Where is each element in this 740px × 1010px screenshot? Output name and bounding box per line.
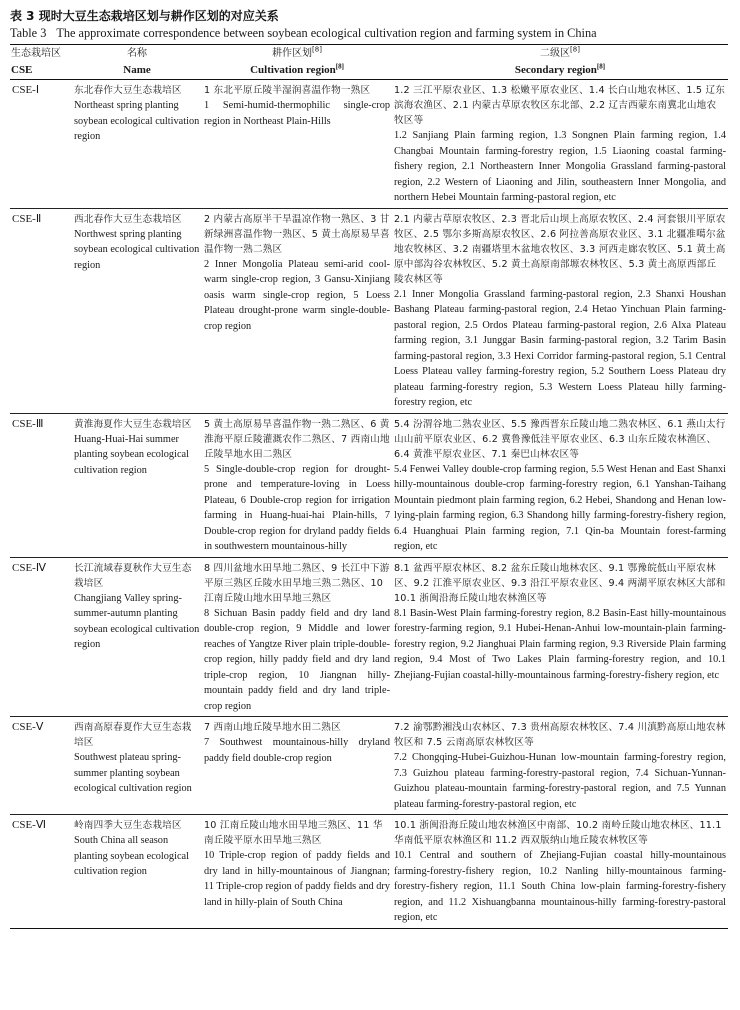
cultivation-zh: 10 江南丘陵山地水田旱地三熟区、11 华南丘陵平原水田旱地三熟区	[204, 820, 383, 846]
cse-cell	[10, 413, 72, 557]
cse-code: CSE-Ⅳ	[12, 561, 46, 574]
name-zh: 西北春作大豆生态栽培区	[74, 213, 182, 225]
cse-code: CSE-Ⅱ	[12, 212, 42, 225]
cultivation-en: 10 Triple-crop region of paddy fields and dry land in hilly-mountainous of Jiangnan; 11 Triple-crop region of paddy fields and dry land in hilly-plain of South China	[204, 850, 390, 908]
secondary-zh: 7.2 渝鄂黔湘浅山农林区、7.3 贵州高原农林牧区、7.4 川滇黔高原山地农林牧区和 7.5 云南高原农林牧区等	[394, 722, 726, 748]
correspondence-table	[10, 44, 728, 929]
name-cell	[72, 557, 202, 717]
cultivation-zh: 2 内蒙古高原半干旱温凉作物一熟区、3 甘新绿洲喜温作物一熟区、5 黄土高原易旱喜温作物一熟二熟区	[204, 213, 390, 255]
table-row	[10, 815, 728, 929]
cultivation-cell	[202, 208, 392, 413]
name-en: Changjiang Valley spring-summer-autumn planting soybean ecological cultivation region	[74, 592, 200, 650]
name-cell	[72, 815, 202, 929]
cultivation-zh: 1 东北平原丘陵半湿润喜温作物一熟区	[204, 85, 371, 96]
secondary-zh: 1.2 三江平原农业区、1.3 松嫩平原农业区、1.4 长白山地农林区、1.5 辽东滨海农渔区、2.1 内蒙古草原农牧区东北部、2.2 辽吉西蒙东南冀北山地农牧区等	[394, 85, 726, 126]
cultivation-en: 2 Inner Mongolia Plateau semi-arid cool-warm single-crop region, 3 Gansu-Xinjiang oasis warm single-crop region, 5 Loess Plateau drought-prone warm single-double-crop region	[204, 258, 390, 332]
header-row-zh	[10, 45, 728, 63]
table-caption-zh: 表 3 现时大豆生态栽培区划与耕作区划的对应关系	[10, 9, 279, 23]
cultivation-zh: 7 西南山地丘陵旱地水田二熟区	[204, 722, 341, 733]
secondary-cell	[392, 815, 728, 929]
header-name-zh: 名称	[72, 45, 202, 63]
cse-cell	[10, 717, 72, 815]
name-cell	[72, 413, 202, 557]
cultivation-cell	[202, 717, 392, 815]
cse-code: CSE-Ⅲ	[12, 417, 44, 430]
name-en: Northwest spring planting soybean ecological cultivation region	[74, 228, 200, 271]
cse-cell	[10, 208, 72, 413]
cultivation-cell	[202, 815, 392, 929]
table-row	[10, 80, 728, 209]
table-row	[10, 413, 728, 557]
header-row-en	[10, 62, 728, 80]
header-cse-zh: 生态栽培区	[10, 45, 72, 63]
cse-code: CSE-Ⅴ	[12, 721, 44, 733]
secondary-en: 10.1 Central and southern of Zhejiang-Fujian coastal hilly-mountainous farming-forestry-fishery region, 10.2 Nanling hilly-mountainous farming-forestry-fishery region, 11.1 South China low-plain farming-forestry-fishery region, and 11.2 Xishuangbanna mountainous-hilly farming-forestry-pastoral region, etc	[394, 850, 726, 923]
header-cultivation-zh: 耕作区划[8]	[202, 45, 392, 63]
name-en: South China all season planting soybean ecological cultivation region	[74, 835, 189, 877]
secondary-cell	[392, 208, 728, 413]
secondary-en: 2.1 Inner Mongolia Grassland farming-pastoral region, 2.3 Shanxi Houshan Bashang Plateau farming-pastoral region, 2.4 Hetao Yinchuan Plain farming-pastoral region, 2.5 Ordos Plateau farming-pastoral region, 2.6 Alxa Plateau farming region, 3.1 Junggar Basin farming-pastoral region, 3.2 Tarim Basin farming-pastoral region, 3.3 Hexi Corridor farming-pastoral region, 5.1 Central Loess Plateau valley farming-forestry region, 5.2 Southern Loess Plateau dry plateau farming-forestry region, 5.3 Western Loess Plateau hilly farming-forestry region, etc	[394, 288, 726, 408]
cse-cell	[10, 80, 72, 209]
secondary-en: 1.2 Sanjiang Plain farming region, 1.3 Songnen Plain farming region, 1.4 Changbai Mountain farming-forestry region, 1.5 Liaoning coastal farming- fishery region, 2.1 Northeastern Inner Mongolia Grassland farming-pastoral region, 2.2 Western of Liaoning and Jilin, southeastern Inner Mongolia, and northern Hebei Mountain farming-pastoral region, etc	[394, 130, 726, 203]
name-cell	[72, 80, 202, 209]
cultivation-cell	[202, 413, 392, 557]
secondary-en: 8.1 Basin-West Plain farming-forestry region, 8.2 Basin-East hilly-mountainous forestry-farming region, 9.1 Hubei-Henan-Anhui low-mountain-plain farming-forestry region, 9.2 Jianghuai Plain farming region, 9.3 Riverside Plain farming region, 9.4 Most of Two Lakes Plain farming-forestry region, and 10.1 Zhejiang-Fujian coastal-hilly-mountainous farming-forestry-fishery region, etc	[394, 607, 726, 681]
secondary-cell	[392, 80, 728, 209]
cse-cell	[10, 815, 72, 929]
cultivation-zh: 8 四川盆地水田旱地二熟区、9 长江中下游平原三熟区丘陵水田旱地三熟二熟区、10 江南丘陵山地水田旱地三熟区	[204, 562, 390, 604]
cse-cell	[10, 557, 72, 717]
cultivation-en: 1 Semi-humid-thermophilic single-crop region in Northeast Plain-Hills	[204, 100, 390, 127]
cse-code: CSE-Ⅵ	[12, 819, 46, 831]
header-secondary-en: Secondary region[8]	[392, 62, 728, 80]
name-zh: 东北春作大豆生态栽培区	[74, 85, 182, 96]
table-label: Table 3	[10, 26, 47, 40]
name-en: Southwest plateau spring-summer planting soybean ecological cultivation region	[74, 752, 192, 794]
secondary-zh: 2.1 内蒙古草原农牧区、2.3 晋北后山坝上高原农牧区、2.4 河套银川平原农牧区、2.5 鄂尔多斯高原农牧区、2.6 阿拉善高原农业区、3.1 北疆准噶尔盆地农牧林区、3.2 南疆塔里木盆地农牧区、3.3 河西走廊农牧区、5.1 黄土高原中部沟谷农林牧区、5.2 黄土高原南部塬农林牧区、5.3 黄土高原西部丘陵农林区等	[394, 213, 726, 285]
table-title: The approximate correspondence between soybean ecological cultivation region and farming system in China	[56, 26, 597, 40]
name-zh: 长江流域春夏秋作大豆生态栽培区	[74, 562, 192, 589]
header-cse-en: CSE	[10, 62, 72, 80]
secondary-cell	[392, 413, 728, 557]
header-cultivation-en: Cultivation region[8]	[202, 62, 392, 80]
name-zh: 西南高原春夏作大豆生态栽培区	[74, 722, 192, 748]
cultivation-en: 5 Single-double-crop region for drought-prone and temperature-loving in Loess Plateau, 6 Double-crop region for irrigation farming in Huang-huai-hai Plain-hills, 7 Double-crop region for dryland paddy fields in southwestern mountainous-hilly	[204, 463, 390, 552]
secondary-cell	[392, 717, 728, 815]
header-name-en: Name	[72, 62, 202, 80]
cultivation-cell	[202, 80, 392, 209]
cultivation-en: 7 Southwest mountainous-hilly dryland paddy field double-crop region	[204, 737, 390, 764]
secondary-zh: 10.1 浙闽沿海丘陵山地农林渔区中南部、10.2 南岭丘陵山地农林区、11.1 华南低平原农林渔区和 11.2 西双版纳山地丘陵农林牧区等	[394, 820, 722, 846]
table-caption-en	[10, 25, 730, 42]
name-cell	[72, 717, 202, 815]
name-zh: 岭南四季大豆生态栽培区	[74, 820, 182, 831]
name-zh: 黄淮海夏作大豆生态栽培区	[74, 418, 192, 430]
secondary-zh: 8.1 盆西平原农林区、8.2 盆东丘陵山地林农区、9.1 鄂豫皖低山平原农林区、9.2 江淮平原农业区、9.3 沿江平原农业区、9.4 两湖平原农林区大部和 10.1 浙闽沿海丘陵山地农林渔区等	[394, 562, 726, 604]
cse-code: CSE-Ⅰ	[12, 84, 40, 96]
secondary-zh: 5.4 汾渭谷地二熟农业区、5.5 豫西晋东丘陵山地二熟农林区、6.1 燕山太行山山前平原农业区、6.2 冀鲁豫低洼平原农业区、6.3 山东丘陵农林渔区、6.4 黄淮平原农业区、7.1 秦巴山林农区等	[394, 418, 726, 460]
table-row	[10, 717, 728, 815]
name-en: Northeast spring planting soybean ecological cultivation region	[74, 100, 200, 142]
cultivation-zh: 5 黄土高原易旱喜温作物一熟二熟区、6 黄淮海平原丘陵灌溉农作二熟区、7 西南山地丘陵旱地水田二熟区	[204, 418, 390, 460]
cultivation-cell	[202, 557, 392, 717]
name-cell	[72, 208, 202, 413]
secondary-cell	[392, 557, 728, 717]
secondary-en: 7.2 Chongqing-Hubei-Guizhou-Hunan low-mountain farming-forestry region, 7.3 Guizhou plateau farming-forestry-pastoral region, 7.4 Sichuan-Yunnan-Guizhou plateau-mountain farming-forestry-pastoral region, and 7.5 Yunnan plateau farming-forestry-pastoral region, etc	[394, 752, 726, 810]
name-en: Huang-Huai-Hai summer planting soybean ecological cultivation region	[74, 433, 189, 476]
table-row	[10, 557, 728, 717]
table-row	[10, 208, 728, 413]
header-secondary-zh: 二级区[8]	[392, 45, 728, 63]
cultivation-en: 8 Sichuan Basin paddy field and dry land double-crop region, 9 Middle and lower reaches of Yangtze River plain triple-double-crop region, hilly paddy field and dry land triple-crop region, 10 Jiangnan hilly-mountain paddy field and dry land triple-crop region	[204, 607, 390, 712]
secondary-en: 5.4 Fenwei Valley double-crop farming region, 5.5 West Henan and East Shanxi hilly-mountainous double-crop farming-forestry region, 6.1 Yanshan-Taihang Mountain piedmont plain farming region, 6.2 Hebei, Shandong and Henan low-lying-plain farming region, 6.3 Shandong hilly farming-forestry-fishery region, 6.4 Huanghuai Plain farming region, 7.1 Qin-ba Mountain forest-farming region, etc	[394, 463, 726, 552]
